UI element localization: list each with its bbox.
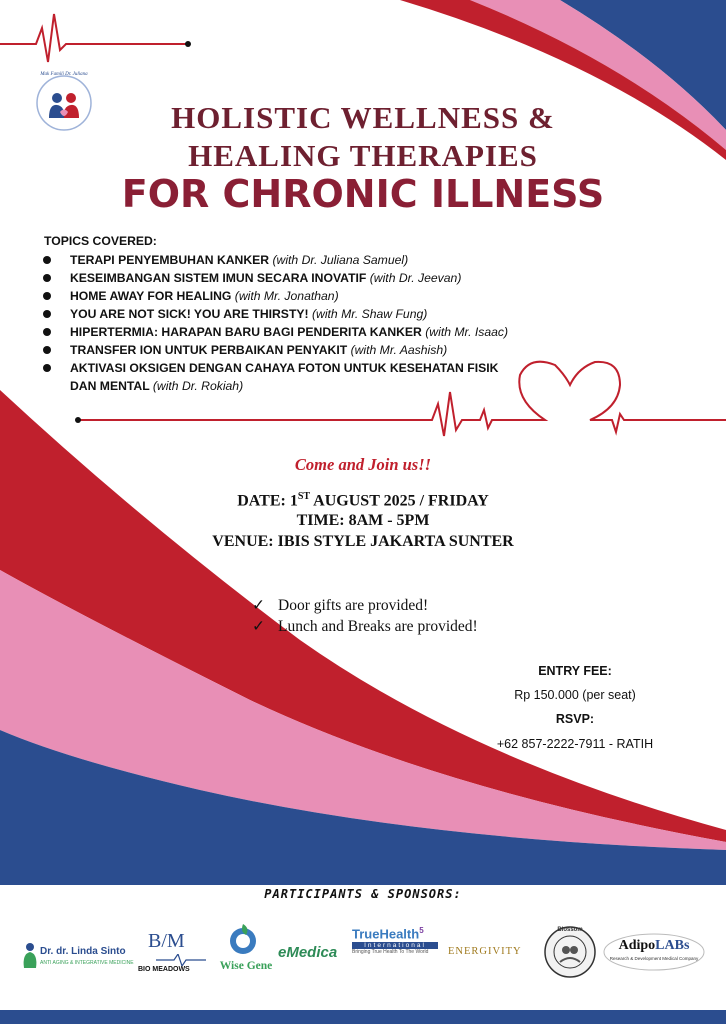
sponsors-header: PARTICIPANTS & SPONSORS:: [264, 887, 462, 901]
list-item: [252, 616, 478, 637]
sponsor-logo-truehealth: [352, 926, 444, 974]
truehealth-title: [352, 926, 444, 941]
speaker-text: (with Mr. Isaac): [425, 325, 509, 339]
bullet-icon: [43, 346, 51, 354]
speaker-text: (with Mr. Jonathan): [234, 289, 339, 303]
speaker-text: (with Mr. Aashish): [350, 343, 448, 357]
list-item: [44, 323, 564, 341]
list-item: [44, 251, 564, 269]
perk-text: Lunch and Breaks are provided!: [278, 618, 478, 635]
topics-list: [44, 251, 564, 395]
linda-subtitle: ANTI AGING & INTEGRATIVE MEDICINE: [40, 960, 134, 966]
sponsor-logo-wise-gene: [218, 922, 274, 978]
topic-text-continued: DAN MENTAL: [70, 379, 150, 393]
speaker-text: (with Mr. Shaw Fung): [311, 307, 428, 321]
date-rest: AUGUST 2025 / FRIDAY: [310, 492, 489, 510]
heartbeat-line-top: [0, 14, 188, 62]
bullet-icon: [43, 292, 51, 300]
emedica-name: eMedica: [278, 944, 338, 961]
sponsor-logo-adipo-labs: [602, 932, 706, 972]
topics-header: TOPICS COVERED:: [44, 234, 157, 248]
bio-meadows-mark: B/M: [148, 930, 185, 952]
topic-text: HOME AWAY FOR HEALING: [70, 289, 232, 303]
truehealth-main: TrueHealth: [352, 926, 420, 942]
checkmark-icon: ✓: [252, 597, 265, 614]
rsvp-label: RSVP:: [555, 712, 595, 726]
speaker-text: (with Dr. Rokiah): [152, 379, 244, 393]
topic-text: YOU ARE NOT SICK! YOU ARE THIRSTY!: [70, 307, 309, 321]
wise-gene-name: Wise Gene: [219, 960, 273, 972]
bullet-icon: [43, 274, 51, 282]
sponsor-logo-emedica: [278, 944, 348, 968]
bullet-icon: [43, 364, 51, 372]
sponsor-logo-energivity: [448, 946, 540, 964]
entry-fee-value: Rp 150.000 (per seat): [514, 688, 636, 702]
bullet-icon: [43, 310, 51, 318]
pulse-icon: [156, 954, 206, 966]
topics-section: [44, 234, 564, 395]
title-line-2: HEALING THERAPIES: [188, 138, 538, 173]
speaker-text: (with Dr. Jeevan): [369, 271, 462, 285]
date-prefix: DATE: 1: [237, 492, 298, 510]
topic-text: AKTIVASI OKSIGEN DENGAN CAHAYA FOTON UNTUK KESEHATAN FISIK: [70, 361, 499, 375]
list-item: [44, 269, 564, 287]
event-time: TIME: 8AM - 5PM: [296, 512, 430, 529]
adipo-labs-subtitle: Research & Development Medical Company: [609, 956, 699, 961]
blossom-name: Blossom: [557, 927, 583, 933]
checkmark-icon: ✓: [252, 618, 265, 635]
list-item: [44, 287, 564, 305]
adipo-labs-title: [602, 938, 706, 954]
adipo-part-a: Adipo: [618, 938, 656, 953]
energivity-name: ENERGIVITY: [448, 946, 522, 957]
perks-list: [252, 595, 478, 637]
leaf-person-icon: [22, 942, 38, 968]
sponsor-logo-bio-meadows: [138, 930, 210, 978]
topic-text: KESEIMBANGAN SISTEM IMUN SECARA INOVATIF: [70, 271, 367, 285]
rsvp-value: +62 857-2222-7911 - RATIH: [496, 737, 654, 751]
entry-fee-label: ENTRY FEE:: [538, 664, 612, 678]
linda-name: Dr. dr. Linda Sinto: [40, 946, 126, 957]
truehealth-sup: 5: [419, 926, 424, 935]
wise-gene-icon: [226, 922, 260, 956]
list-item: [44, 305, 564, 323]
list-item: [252, 595, 478, 616]
title-line-1: HOLISTIC WELLNESS &: [171, 100, 555, 135]
event-date: [0, 491, 726, 510]
truehealth-sub: International: [352, 942, 438, 949]
list-item: [44, 341, 564, 359]
bullet-icon: [43, 328, 51, 336]
perk-text: Door gifts are provided!: [278, 597, 429, 614]
truehealth-tagline: Bringing True Health To The World: [352, 949, 429, 956]
bottom-bar: [0, 1010, 726, 1024]
topic-text: TRANSFER ION UNTUK PERBAIKAN PENYAKIT: [70, 343, 348, 357]
sponsor-logo-blossom: [542, 924, 598, 980]
bullet-icon: [43, 256, 51, 264]
bio-meadows-name: BIO MEADOWS: [138, 966, 190, 973]
topic-text: HIPERTERMIA: HARAPAN BARU BAGI PENDERITA KANKER: [70, 325, 422, 339]
organizer-logo-text: Mak Famili Dr. Juliana: [40, 72, 88, 77]
date-suffix: ST: [297, 491, 311, 502]
adipo-part-b: LABs: [655, 938, 690, 953]
invite-text: Come and Join us!!: [294, 455, 432, 474]
topic-text: TERAPI PENYEMBUHAN KANKER: [70, 253, 270, 267]
speaker-text: (with Dr. Juliana Samuel): [272, 253, 409, 267]
sponsor-logo-linda-sinto: [22, 938, 134, 972]
list-item: [44, 359, 564, 395]
event-venue: VENUE: IBIS STYLE JAKARTA SUNTER: [212, 533, 514, 550]
title-line-3: FOR CHRONIC ILLNESS: [121, 172, 605, 216]
